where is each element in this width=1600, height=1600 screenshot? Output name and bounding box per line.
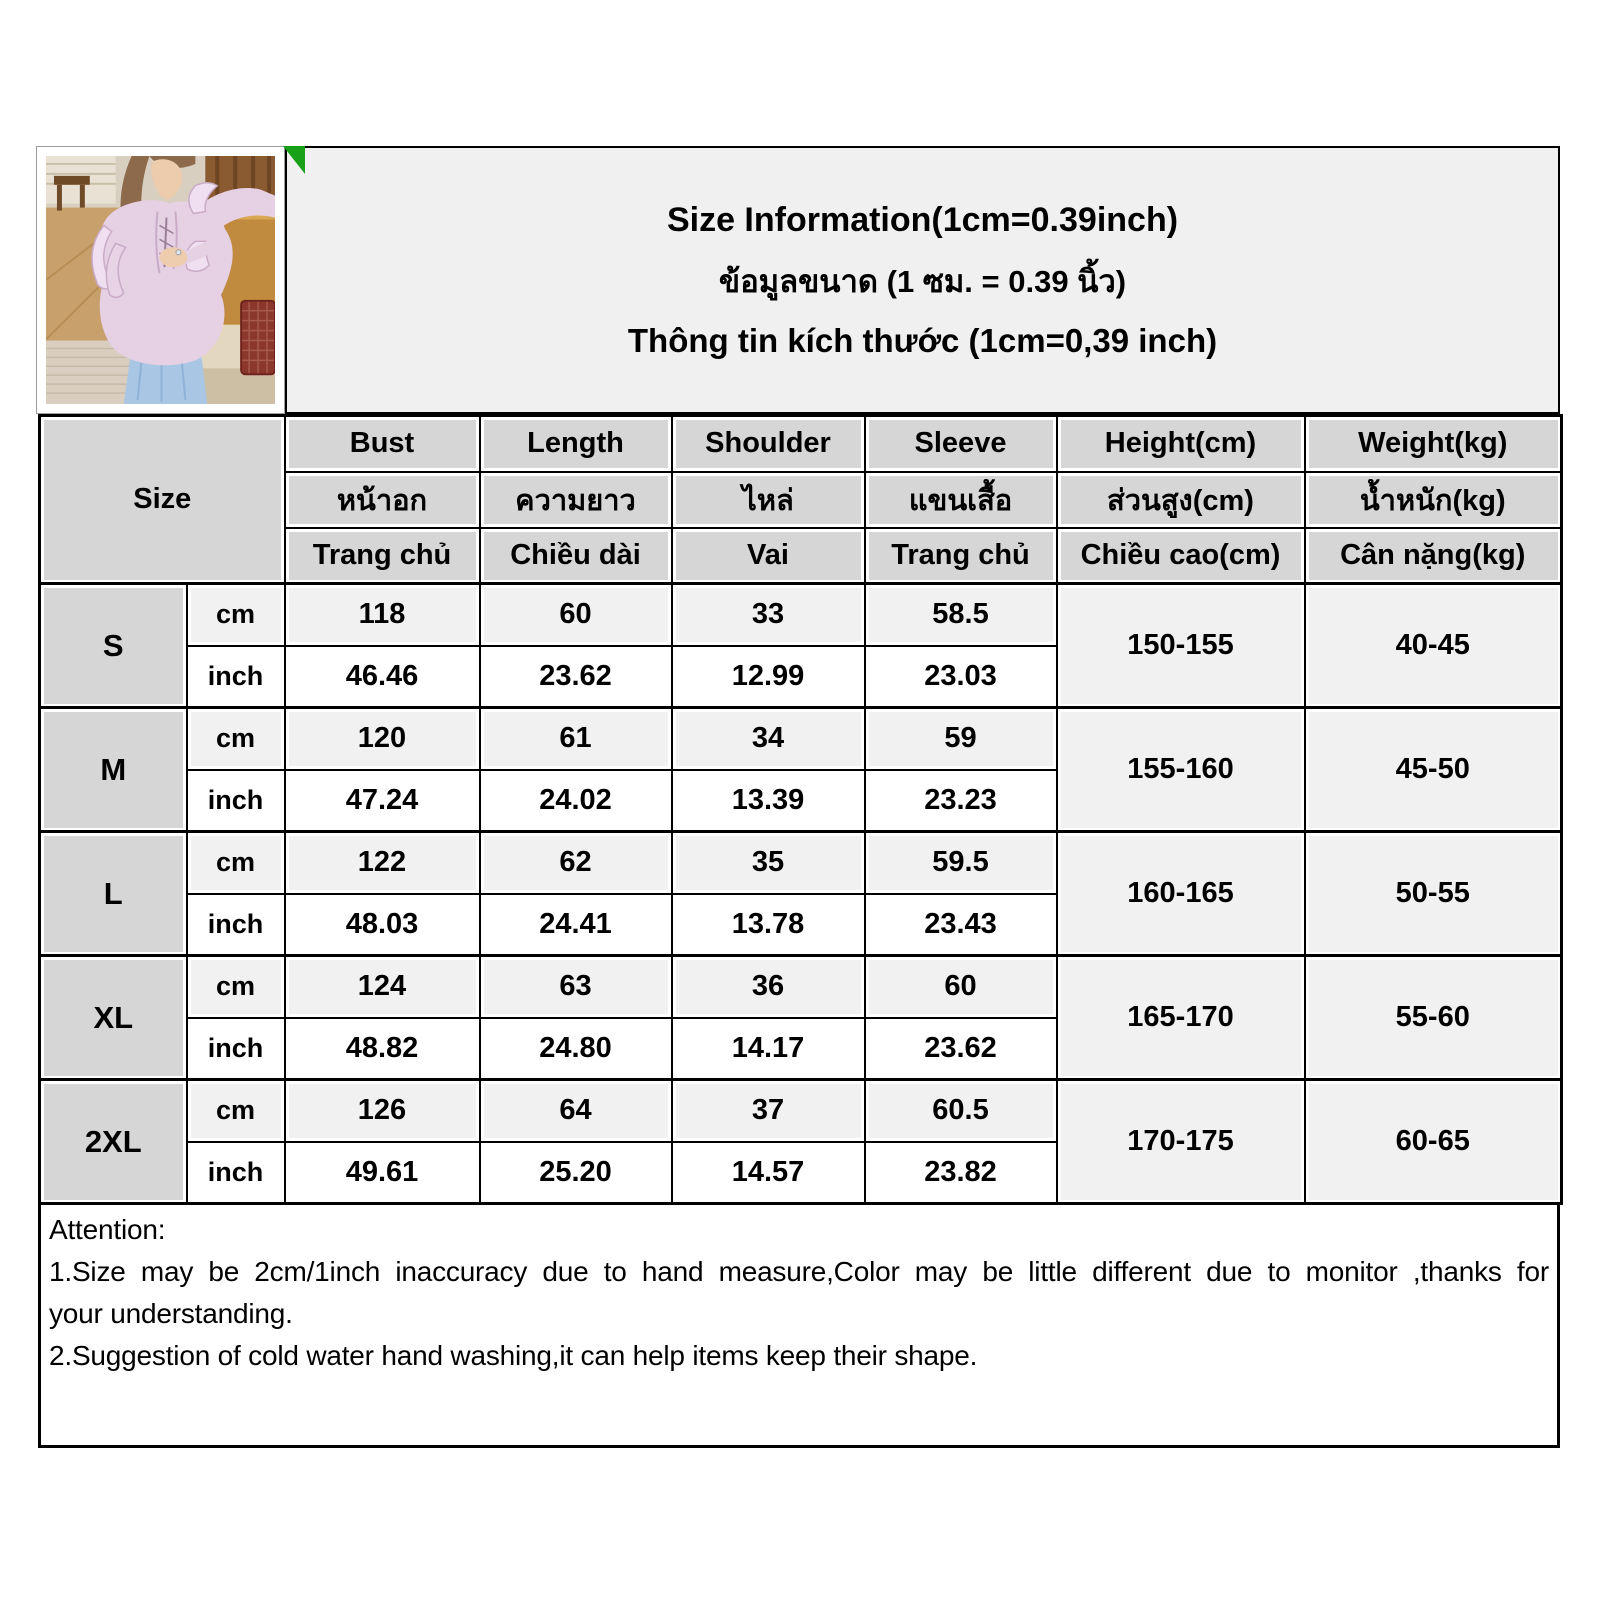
size-information-header (285, 146, 1560, 414)
col-bust-en: Bust (285, 416, 480, 472)
cell-l-length-cm: 62 (480, 832, 672, 894)
cell-xl-sleeve-inch: 23.62 (865, 1018, 1057, 1080)
cell-2xl-shoulder-cm: 37 (672, 1080, 865, 1142)
col-shoulder-vi: Vai (672, 528, 865, 584)
col-sleeve-th: แขนเสื้อ (865, 472, 1057, 528)
row-l-cm (40, 832, 1562, 894)
col-sleeve-en: Sleeve (865, 416, 1057, 472)
cell-s-bust-cm: 118 (285, 584, 480, 646)
unit-cm: cm (187, 956, 285, 1018)
col-height-vi: Chiều cao(cm) (1057, 528, 1305, 584)
col-weight-th: น้ำหนัก(kg) (1305, 472, 1562, 528)
unit-cm: cm (187, 832, 285, 894)
col-length-th: ความยาว (480, 472, 672, 528)
cell-s-length-cm: 60 (480, 584, 672, 646)
row-m-cm (40, 708, 1562, 770)
photo-hand (160, 247, 188, 267)
cell-2xl-length-inch: 25.20 (480, 1142, 672, 1204)
product-photo-image (46, 156, 275, 404)
cell-s-shoulder-cm: 33 (672, 584, 865, 646)
cell-2xl-length-cm: 64 (480, 1080, 672, 1142)
cell-m-shoulder-cm: 34 (672, 708, 865, 770)
cell-m-shoulder-inch: 13.39 (672, 770, 865, 832)
cell-2xl-weight: 60-65 (1305, 1080, 1562, 1204)
unit-inch: inch (187, 770, 285, 832)
cell-xl-sleeve-cm: 60 (865, 956, 1057, 1018)
unit-inch: inch (187, 646, 285, 708)
title-thai: ข้อมูลขนาด (1 ซม. = 0.39 นิ้ว) (718, 263, 1127, 299)
col-sleeve-vi: Trang chủ (865, 528, 1057, 584)
title-english: Size Information(1cm=0.39inch) (666, 200, 1179, 239)
cell-s-shoulder-inch: 12.99 (672, 646, 865, 708)
cell-s-sleeve-cm: 58.5 (865, 584, 1057, 646)
cell-m-length-cm: 61 (480, 708, 672, 770)
cell-s-height: 150-155 (1057, 584, 1305, 708)
cell-xl-length-inch: 24.80 (480, 1018, 672, 1080)
photo-chair (54, 176, 90, 185)
cell-m-height: 155-160 (1057, 708, 1305, 832)
cell-2xl-sleeve-cm: 60.5 (865, 1080, 1057, 1142)
cell-xl-length-cm: 63 (480, 956, 672, 1018)
unit-inch: inch (187, 1142, 285, 1204)
cell-m-bust-cm: 120 (285, 708, 480, 770)
size-label-xl: XL (40, 956, 187, 1080)
cell-m-length-inch: 24.02 (480, 770, 672, 832)
cell-l-shoulder-cm: 35 (672, 832, 865, 894)
cell-xl-bust-cm: 124 (285, 956, 480, 1018)
unit-cm: cm (187, 708, 285, 770)
row-xl-cm (40, 956, 1562, 1018)
cell-l-sleeve-cm: 59.5 (865, 832, 1057, 894)
cell-2xl-sleeve-inch: 23.82 (865, 1142, 1057, 1204)
cell-2xl-bust-inch: 49.61 (285, 1142, 480, 1204)
attention-notes (38, 1205, 1560, 1448)
size-table (38, 414, 1563, 1205)
attention-note1-line1: 1.Size may be 2cm/1inch inaccuracy due to hand measure,Color may be little different due to monitor ,thanks for (49, 1256, 1549, 1287)
col-bust-vi: Trang chủ (285, 528, 480, 584)
cell-2xl-height: 170-175 (1057, 1080, 1305, 1204)
product-photo (36, 146, 285, 414)
row-s-cm (40, 584, 1562, 646)
cell-xl-weight: 55-60 (1305, 956, 1562, 1080)
cell-s-bust-inch: 46.46 (285, 646, 480, 708)
cell-l-weight: 50-55 (1305, 832, 1562, 956)
attention-note1-line2: your understanding. (49, 1298, 293, 1329)
size-label-s: S (40, 584, 187, 708)
cell-m-bust-inch: 47.24 (285, 770, 480, 832)
header-row-english (40, 416, 1562, 472)
attention-note2: 2.Suggestion of cold water hand washing,it can help items keep their shape. (49, 1340, 978, 1371)
size-label-2xl: 2XL (40, 1080, 187, 1204)
cell-xl-shoulder-inch: 14.17 (672, 1018, 865, 1080)
col-length-vi: Chiều dài (480, 528, 672, 584)
title-vietnamese: Thông tin kích thước (1cm=0,39 inch) (627, 321, 1218, 359)
col-height-th: ส่วนสูง(cm) (1057, 472, 1305, 528)
cell-s-sleeve-inch: 23.03 (865, 646, 1057, 708)
unit-inch: inch (187, 894, 285, 956)
cell-m-sleeve-inch: 23.23 (865, 770, 1057, 832)
cell-xl-height: 165-170 (1057, 956, 1305, 1080)
col-bust-th: หน้าอก (285, 472, 480, 528)
col-height-en: Height(cm) (1057, 416, 1305, 472)
cell-l-bust-cm: 122 (285, 832, 480, 894)
cell-l-bust-inch: 48.03 (285, 894, 480, 956)
unit-cm: cm (187, 584, 285, 646)
cell-s-length-inch: 23.62 (480, 646, 672, 708)
cell-s-weight: 40-45 (1305, 584, 1562, 708)
cell-m-sleeve-cm: 59 (865, 708, 1057, 770)
col-weight-en: Weight(kg) (1305, 416, 1562, 472)
size-label-m: M (40, 708, 187, 832)
cell-xl-shoulder-cm: 36 (672, 956, 865, 1018)
col-length-en: Length (480, 416, 672, 472)
row-2xl-cm (40, 1080, 1562, 1142)
size-column-header: Size (40, 416, 285, 584)
cell-2xl-shoulder-inch: 14.57 (672, 1142, 865, 1204)
size-label-l: L (40, 832, 187, 956)
cell-l-height: 160-165 (1057, 832, 1305, 956)
cell-l-shoulder-inch: 13.78 (672, 894, 865, 956)
cell-l-sleeve-inch: 23.43 (865, 894, 1057, 956)
col-shoulder-en: Shoulder (672, 416, 865, 472)
unit-inch: inch (187, 1018, 285, 1080)
attention-heading: Attention: (49, 1214, 166, 1245)
cell-m-weight: 45-50 (1305, 708, 1562, 832)
cell-l-length-inch: 24.41 (480, 894, 672, 956)
cell-2xl-bust-cm: 126 (285, 1080, 480, 1142)
col-weight-vi: Cân nặng(kg) (1305, 528, 1562, 584)
unit-cm: cm (187, 1080, 285, 1142)
cell-xl-bust-inch: 48.82 (285, 1018, 480, 1080)
col-shoulder-th: ไหล่ (672, 472, 865, 528)
